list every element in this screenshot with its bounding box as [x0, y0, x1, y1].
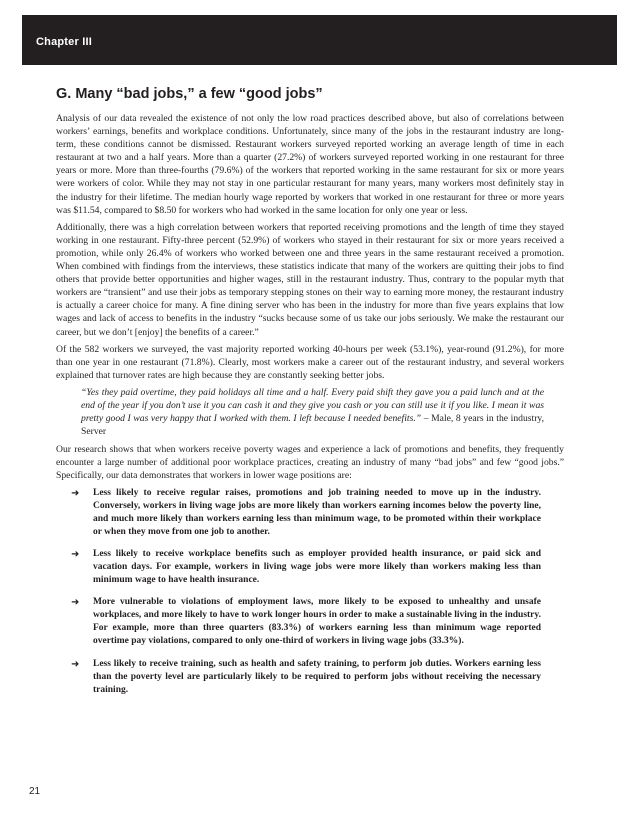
- paragraph-1: Analysis of our data revealed the existence of not only the low road practices described above, but also of correlations between workers’ earnings, benefits and workplace conditions. Unfortunately, since many of the jobs in the restaurant industry are long-term, these conditions cannot be dismissed. Restaurant workers surveyed reported working an average length of time in each restaurant at two and a half years. More than a quarter (27.2%) of workers surveyed reported working in one restaurant for three years or more. More than three-fourths (79.6%) of the workers that reported working in the same restaurant for six or more years were workers of color. While they may not stay in one particular restaurant for many years, many workers most definitely stay in the industry for their lifetime. The median hourly wage reported by workers that worked in one restaurant for three or more years was $11.54, compared to $8.50 for workers who had worked in the same location for only one year or less.: [56, 113, 564, 216]
- worker-quote: [81, 386, 544, 438]
- list-item: [71, 548, 541, 587]
- page-number: 21: [29, 786, 41, 797]
- section-title: G. Many “bad jobs,” a few “good jobs”: [56, 86, 323, 102]
- arrow-icon: ➜: [71, 597, 80, 609]
- quote-attribution: – Male, 8 years in the industry, Server: [81, 413, 544, 438]
- arrow-icon: ➜: [71, 658, 80, 670]
- list-item: [71, 658, 541, 697]
- quote-text: “Yes they paid overtime, they paid holidays all time and a half. Every paid shift they gave you a paid lunch and at the end of the year if you don’t use it you can cash it and they give you cash or you can still use it if you like. I mean it was pretty good I was very happy that I worked with them. I left because I needed benefits.”: [81, 386, 544, 425]
- chapter-label: Chapter III: [36, 36, 92, 48]
- chapter-header-bar: [22, 15, 617, 65]
- list-item-text: Less likely to receive training, such as health and safety training, to perform job duties. Workers earning less than the poverty level are particularly likely to be required to perform jobs without receiving the necessary training.: [93, 658, 541, 695]
- arrow-icon: ➜: [71, 487, 80, 499]
- list-item: [71, 487, 541, 539]
- paragraph-3: Of the 582 workers we surveyed, the vast majority reported working 40-hours per week (53.1%), year-round (91.2%), for more than one year in one restaurant (71.8%). Clearly, most workers make a career out of the restaurant industry, and several workers explained that turnover rates are high because they are constantly seeking better jobs.: [56, 343, 564, 381]
- list-item-text: Less likely to receive workplace benefits such as employer provided health insurance, or paid sick and vacation days. For example, workers in living wage jobs were more likely than workers making less than minimum wage to have health insurance.: [93, 548, 541, 586]
- list-item-text: More vulnerable to violations of employment laws, more likely to be exposed to unhealthy and unsafe workplaces, and more likely to have to work longer hours in order to make a sustainable living in the industry. For example, more than three quarters (83.3%) of workers earning less than minimum wage reported overtime pay violations, compared to only one-third of workers in living wage jobs (33.3%).: [93, 597, 541, 647]
- paragraph-4: Our research shows that when workers receive poverty wages and experience a lack of promotions and benefits, they frequently encounter a large number of additional poor workplace practices, creating an industry of many “bad jobs” and few “good jobs.” Specifically, our data demonstrates that workers in lower wage positions are:: [56, 444, 564, 482]
- list-item-text: Less likely to receive regular raises, promotions and job training needed to move up in the industry. Conversely, workers in living wage jobs are more likely than workers earning incomes below the poverty line, and much more likely than workers earning less than minimum wage, to be promoted within their workplace or when they move from one job to another.: [93, 487, 541, 537]
- body-content: [56, 112, 564, 706]
- paragraph-2: Additionally, there was a high correlation between workers that reported receiving promotions and the length of time they stayed working in one restaurant. Fifty-three percent (52.9%) of workers who stayed in their restaurant for six or more years received a promotion, while only 26.4% of workers who worked between one and three years in the same restaurant received a promotion. When combined with findings from the interviews, these statistics indicate that many of the workers are quitting their jobs to find others that provide better opportunities and higher wages, still in the restaurant industry. Thus, contrary to the popular myth that workers are “transient” and use their jobs as temporary stepping stones on their way to earning more money, the restaurant industry is actually a career choice for many. A fine dining server who has been in the industry for more than five years explains that low wages and lack of access to benefits in the industry “sucks because some of us take our jobs seriously. We make the restaurant our career, but we don’t [enjoy] the benefits of a career.”: [56, 221, 564, 338]
- list-item: [71, 596, 541, 648]
- findings-list: [56, 487, 564, 697]
- arrow-icon: ➜: [71, 548, 80, 560]
